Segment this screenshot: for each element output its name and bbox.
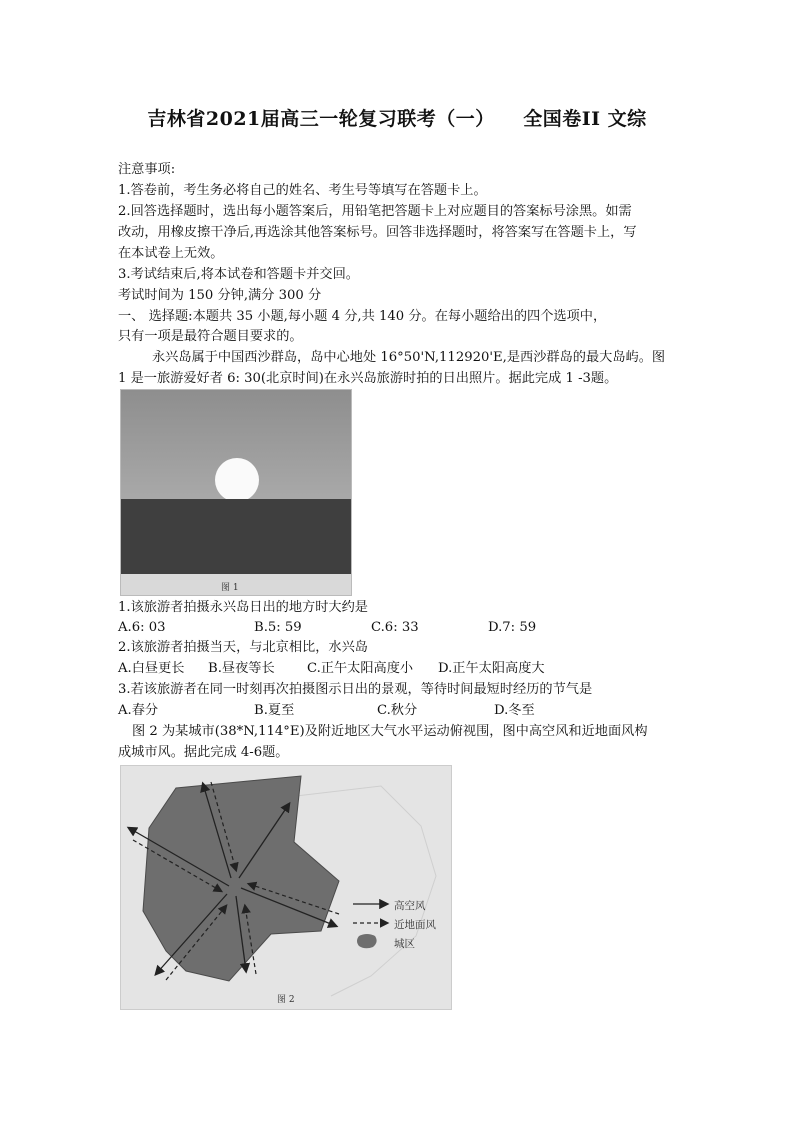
city-area	[143, 776, 339, 981]
notes-item-2-line-3: 在本试卷上无效。	[118, 246, 224, 261]
sun	[215, 458, 259, 502]
q3-option-d: D.冬至	[494, 703, 535, 718]
notes-item-2-line-1: 2.回答选择题时，选出每小题答案后，用铅笔把答题卡上对应题目的答案标号涂黑。如需	[118, 204, 632, 219]
notes-item-3: 3.考试结束后,将本试卷和答题卡并交回。	[118, 267, 359, 282]
legend-city-label: 城区	[394, 938, 415, 950]
figure-1-caption: 图 1	[221, 583, 239, 593]
figure-2-caption: 图 2	[277, 995, 295, 1005]
figure-2-city-wind-diagram	[120, 765, 452, 1010]
q1-option-b: B.5: 59	[254, 620, 302, 635]
sea	[121, 499, 351, 574]
figure-1-image	[121, 390, 351, 595]
figure-1-sunrise-photo	[120, 389, 352, 596]
exam-time: 考试时间为 150 分钟,满分 300 分	[118, 288, 322, 303]
figure-2-image	[121, 766, 451, 1009]
q1-option-a: A.6: 03	[118, 620, 166, 635]
q1-stem: 1.该旅游者拍摄永兴岛日出的地方时大约是	[118, 600, 368, 615]
passage-2-line-1: 图 2 为某城市(38*N,114°E)及附近地区大气水平运动俯视围，图中高空风和近地面风构	[132, 724, 648, 739]
notes-item-2-line-2: 改动，用橡皮擦干净后,再选涂其他答案标号。回答非选择题时，将答案写在答题卡上，写	[118, 225, 637, 240]
q3-stem: 3.若该旅游者在同一时刻再次拍摄图示日出的景观，等待时间最短时经历的节气是	[118, 682, 593, 697]
q3-option-a: A.春分	[118, 703, 159, 718]
q1-option-c: C.6: 33	[371, 620, 419, 635]
q3-option-b: B.夏至	[254, 703, 295, 718]
passage-2-line-2: 成城市风。据此完成 4-6题。	[118, 745, 289, 760]
notes-heading: 注意事项:	[118, 162, 176, 177]
passage-1-line-1: 永兴岛属于中国西沙群岛，岛中心地处 16°50'N,112920'E,是西沙群岛的最大岛屿。图	[152, 350, 666, 365]
q3-option-c: C.秋分	[377, 703, 418, 718]
page-title: 吉林省2021届高三一轮复习联考（一） 全国卷II 文综	[147, 108, 647, 130]
q2-stem: 2.该旅游者拍摄当天，与北京相比，水兴岛	[118, 640, 368, 655]
passage-1-line-2: 1 是一旅游爱好者 6: 30(北京时间)在永兴岛旅游时拍的日出照片。据此完成 1 -3题。	[118, 371, 618, 386]
legend-city-swatch	[357, 934, 377, 948]
q2-option-c: C.正午太阳高度小	[307, 661, 414, 676]
legend-low-wind-label: 近地面风	[394, 919, 436, 931]
section-1-line-1: 一、 选择题:本题共 35 小题,每小题 4 分,共 140 分。在每小题给出的四个选项中，	[118, 309, 607, 324]
q2-option-a: A.白昼更长	[118, 661, 185, 676]
q2-option-d: D.正午太阳高度大	[438, 661, 545, 676]
section-1-line-2: 只有一项是最符合题目要求的。	[118, 329, 303, 344]
notes-item-1: 1.答卷前，考生务必将自己的姓名、考生号等填写在答题卡上。	[118, 183, 487, 198]
q1-option-d: D.7: 59	[488, 620, 537, 635]
legend-high-wind-label: 高空风	[394, 900, 426, 912]
q2-option-b: B.昼夜等长	[208, 661, 275, 676]
